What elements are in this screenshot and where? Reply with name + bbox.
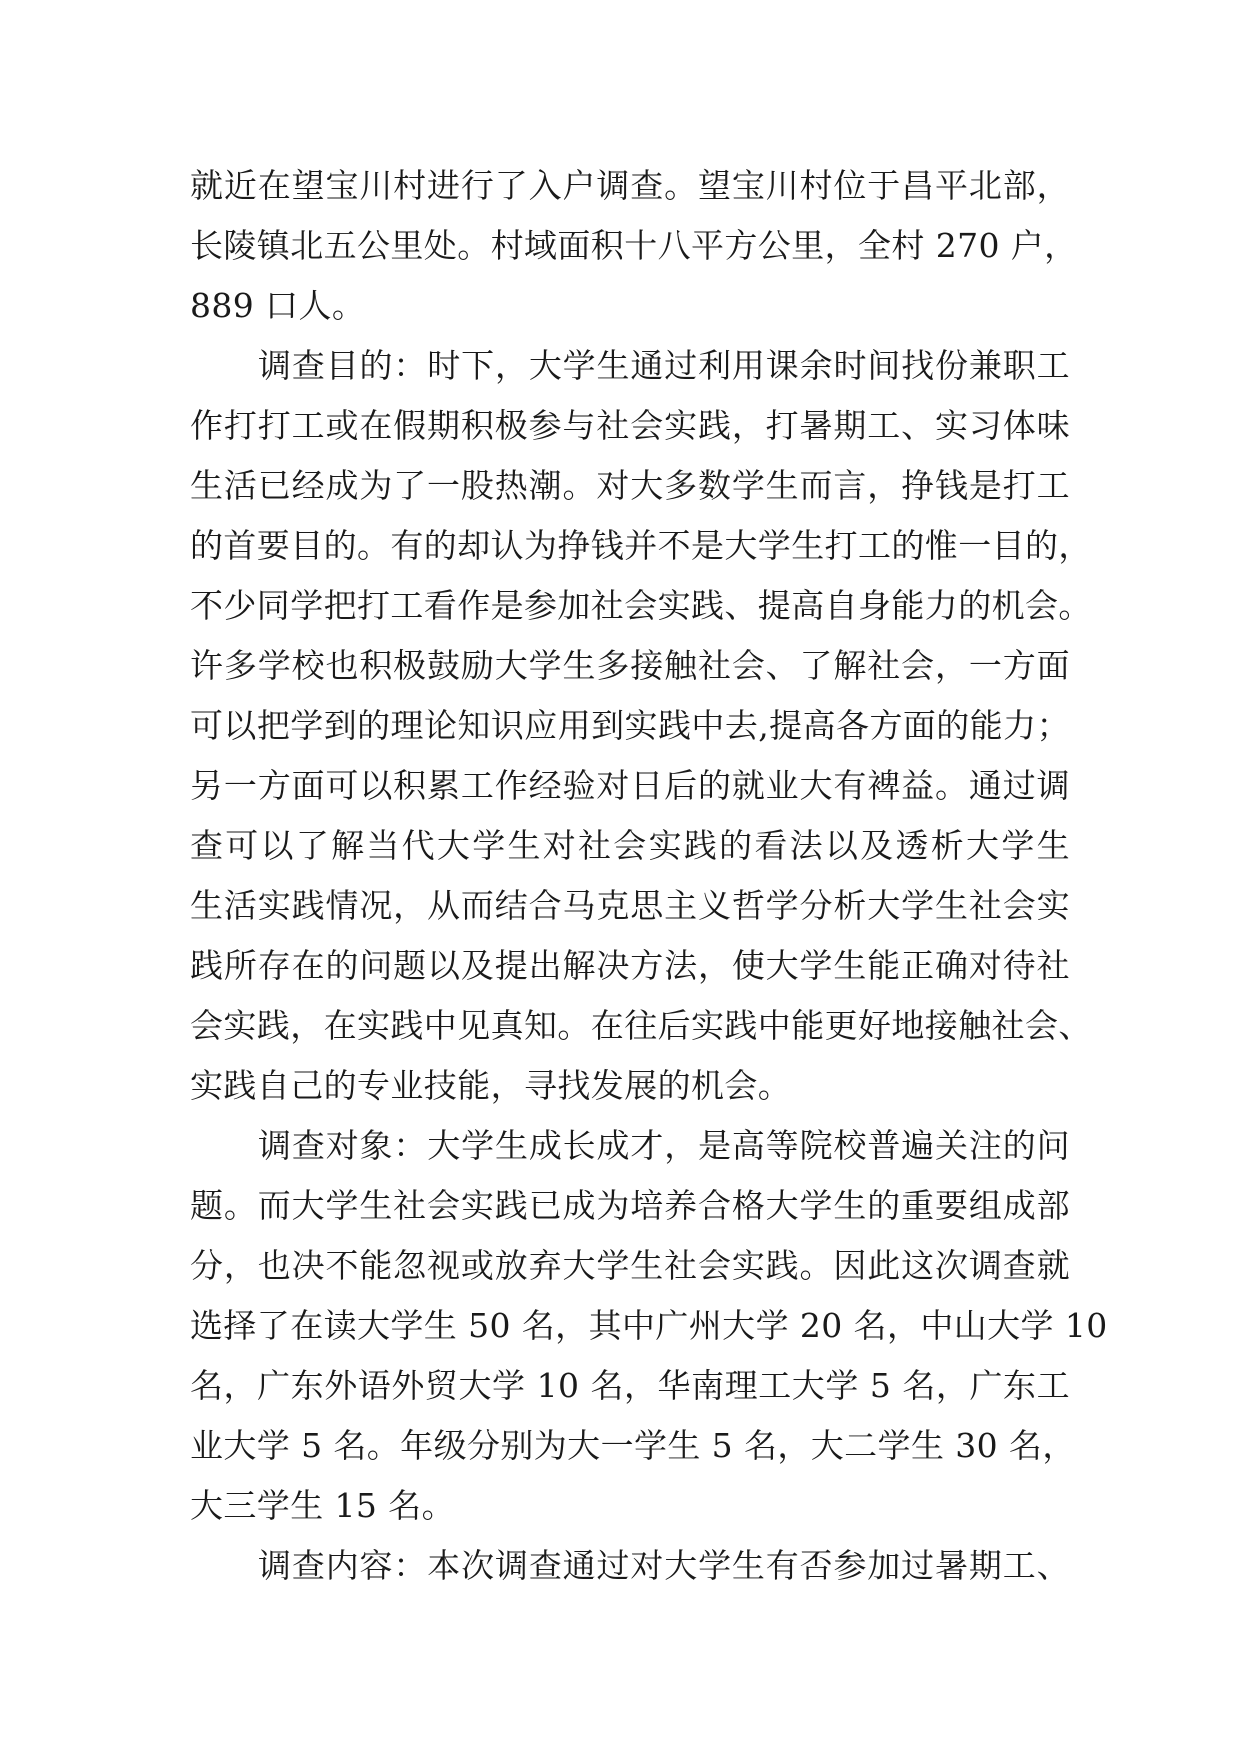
text-line: 大三学生 15 名。 <box>190 1486 455 1525</box>
paragraph-start-line: 调查内容：本次调查通过对大学生有否参加过暑期工、 <box>258 1546 1070 1585</box>
text-line: 的首要目的。有的却认为挣钱并不是大学生打工的惟一目的， <box>190 526 1092 565</box>
text-line: 查可以了解当代大学生对社会实践的看法以及透析大学生 <box>190 826 1070 865</box>
text-line: 生活实践情况，从而结合马克思主义哲学分析大学生社会实 <box>190 886 1070 925</box>
text-line: 不少同学把打工看作是参加社会实践、提高自身能力的机会。 <box>190 586 1092 625</box>
text-line: 实践自己的专业技能，寻找发展的机会。 <box>190 1066 792 1105</box>
paragraph-start-line: 调查目的：时下，大学生通过利用课余时间找份兼职工 <box>258 346 1070 385</box>
text-line: 长陵镇北五公里处。村域面积十八平方公里，全村 270 户， <box>190 226 1078 265</box>
text-line: 作打打工或在假期积极参与社会实践，打暑期工、实习体味 <box>190 406 1070 445</box>
text-line: 许多学校也积极鼓励大学生多接触社会、了解社会，一方面 <box>190 646 1070 685</box>
text-line: 可以把学到的理论知识应用到实践中去,提高各方面的能力； <box>190 706 1070 745</box>
text-line: 会实践，在实践中见真知。在往后实践中能更好地接触社会、 <box>190 1006 1092 1045</box>
text-line: 业大学 5 名。年级分别为大一学生 5 名，大二学生 30 名， <box>190 1426 1076 1465</box>
text-line: 另一方面可以积累工作经验对日后的就业大有裨益。通过调 <box>190 766 1070 805</box>
text-line: 就近在望宝川村进行了入户调查。望宝川村位于昌平北部， <box>190 166 1070 205</box>
paragraph-start-line: 调查对象：大学生成长成才，是高等院校普遍关注的问 <box>258 1126 1070 1165</box>
text-line: 生活已经成为了一股热潮。对大多数学生而言，挣钱是打工 <box>190 466 1070 505</box>
text-line: 题。而大学生社会实践已成为培养合格大学生的重要组成部 <box>190 1186 1070 1225</box>
text-line: 选择了在读大学生 50 名，其中广州大学 20 名，中山大学 10 <box>190 1306 1108 1345</box>
text-line: 践所存在的问题以及提出解决方法，使大学生能正确对待社 <box>190 946 1070 985</box>
text-line: 889 口人。 <box>190 286 366 325</box>
text-line: 名，广东外语外贸大学 10 名，华南理工大学 5 名，广东工 <box>190 1366 1070 1405</box>
text-line: 分，也决不能忽视或放弃大学生社会实践。因此这次调查就 <box>190 1246 1070 1285</box>
